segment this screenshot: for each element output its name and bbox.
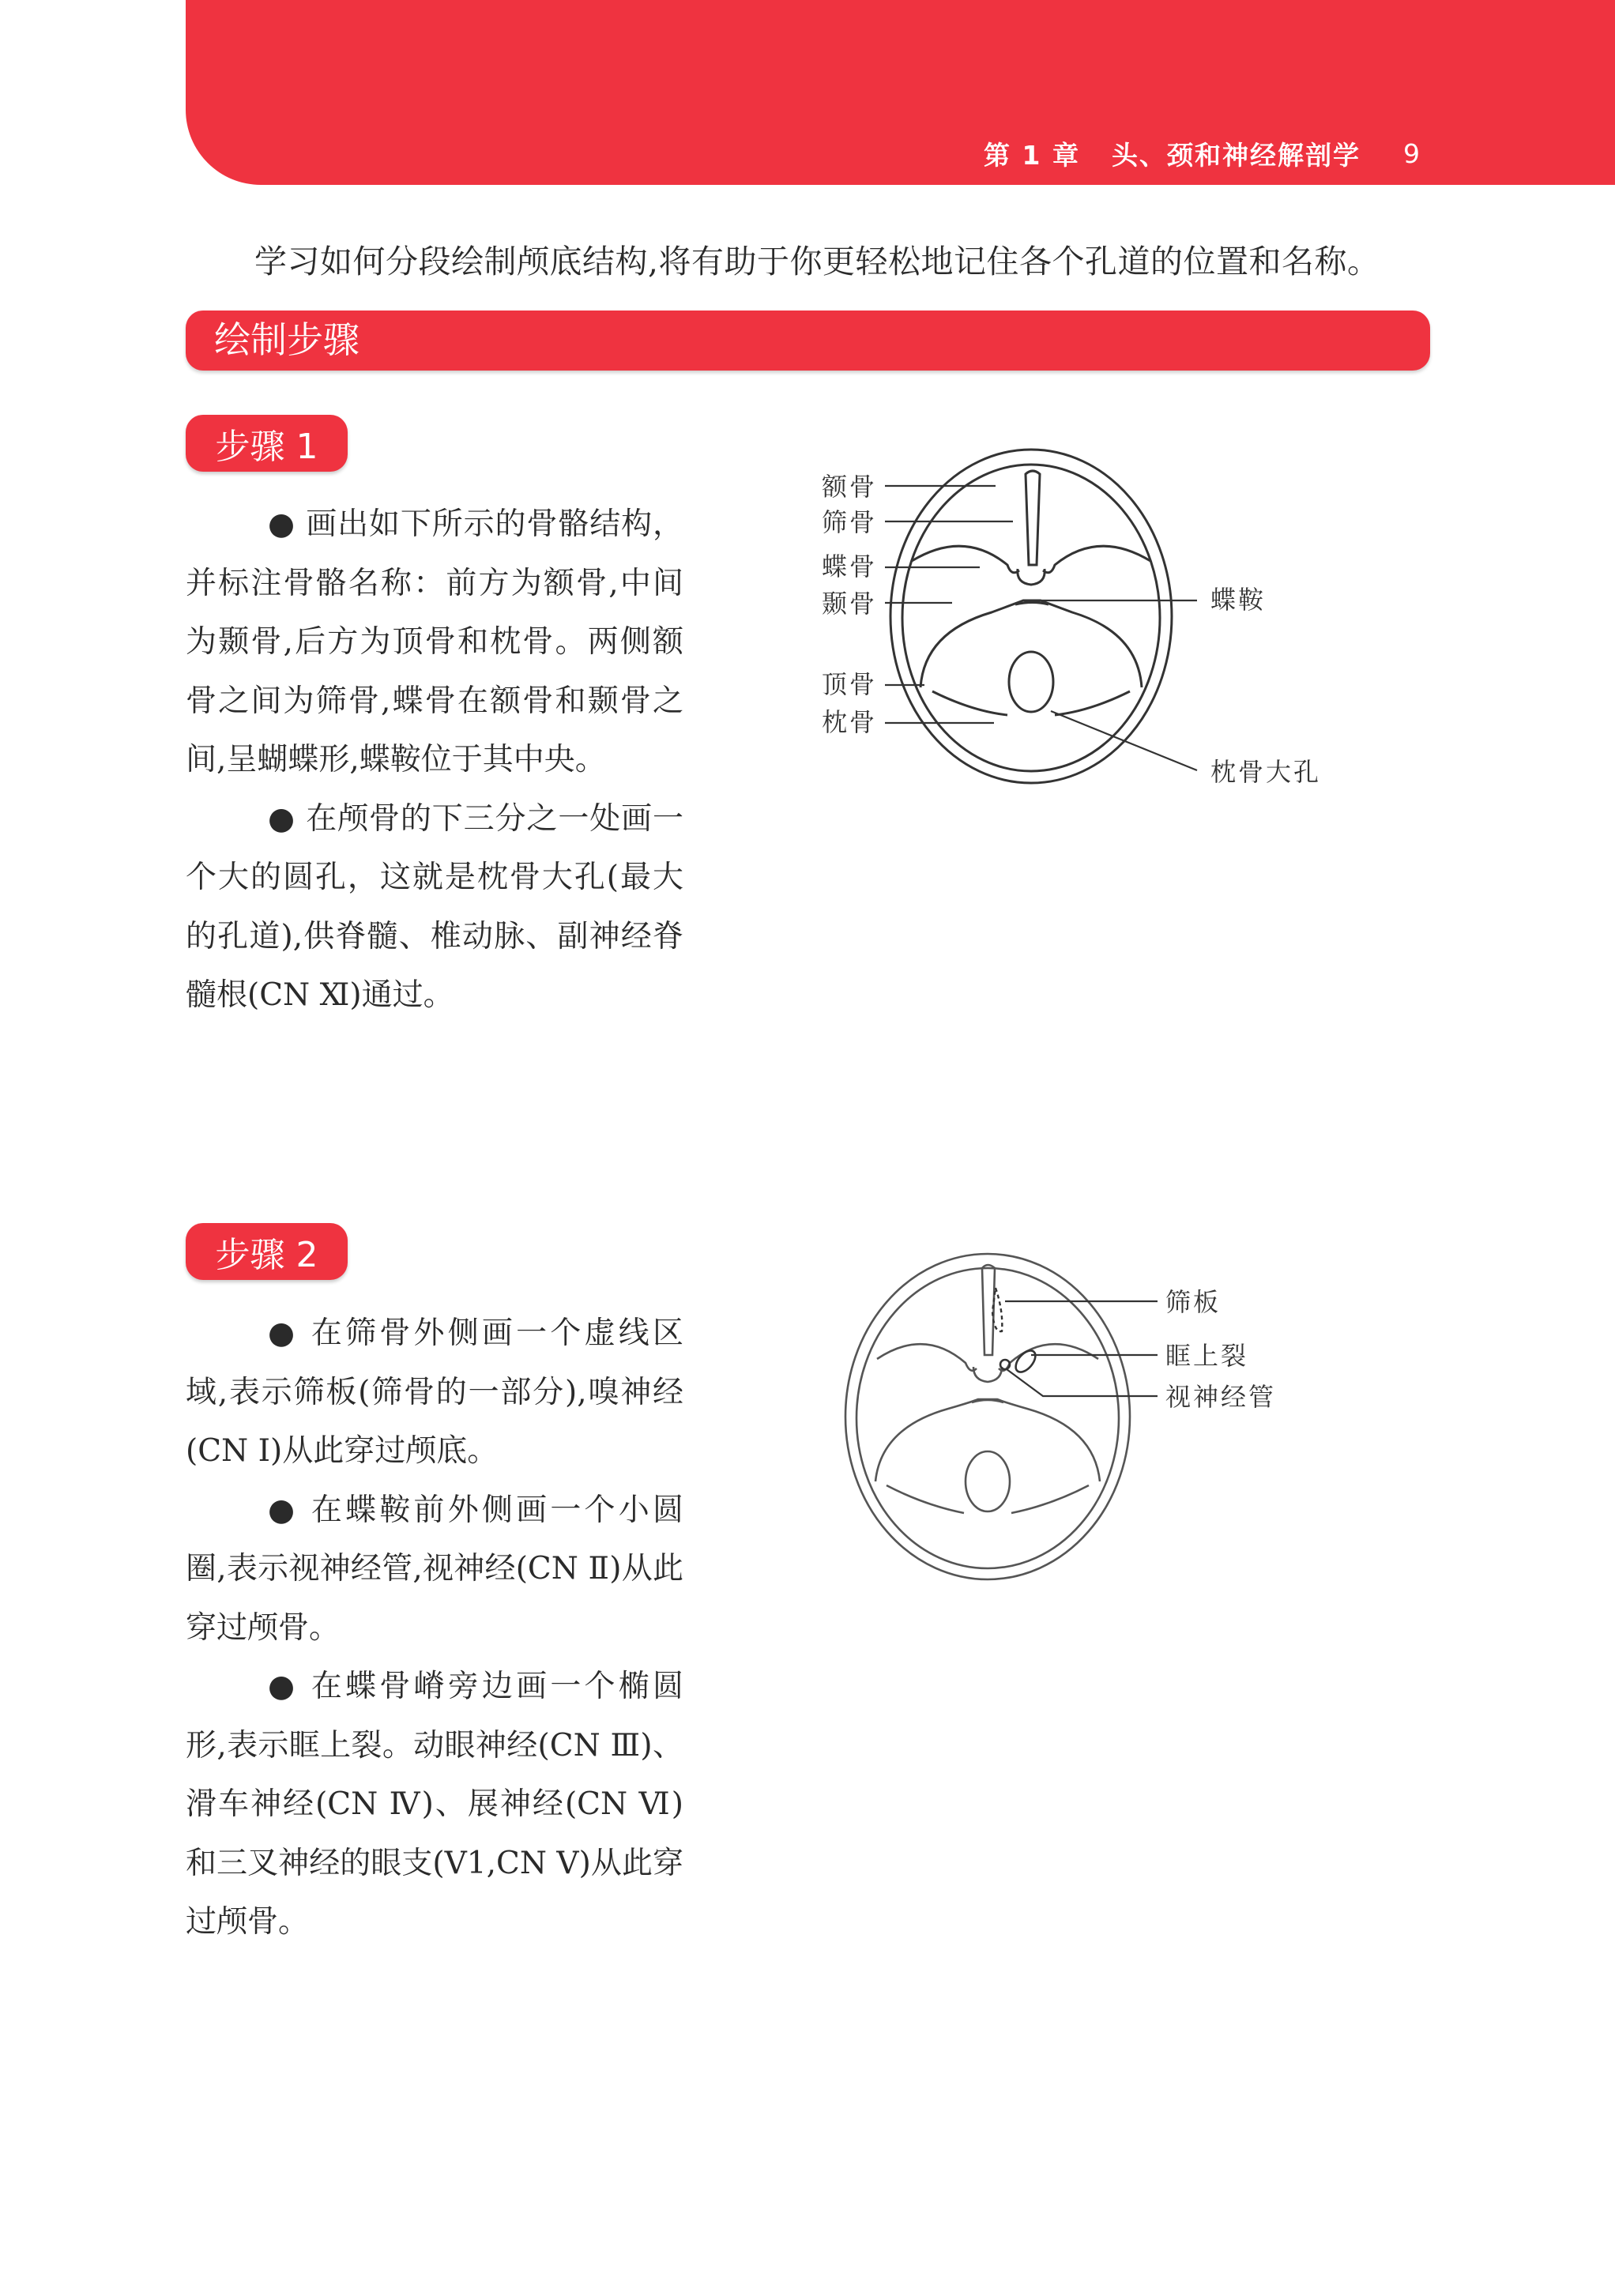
step2-paragraph-3: ● 在蝶骨嵴旁边画一个椭圆形,表示眶上裂。动眼神经(CN Ⅲ)、滑车神经(CN Ⅳ)、展神经(CN Ⅵ) 和三叉神经的眼支(V1,CN Ⅴ)从此穿过颅骨。 [186,1669,683,1940]
label-superior-orbital-fissure: 眶上裂 [1165,1341,1249,1371]
bullet-icon: ● [268,1315,299,1351]
running-head [984,133,1426,174]
skull-inner-outline [902,465,1160,771]
skull-outer-outline [845,1254,1130,1579]
label-frontal: 额骨 [822,472,878,502]
intro-text: 学习如何分段绘制颅底结构,将有助于你更轻松地记住各个孔道的位置和名称。 [254,243,1380,280]
occipital-inner-curve-right [1011,1485,1089,1513]
skull-outer-outline [890,450,1172,783]
sella-outline [973,1367,1002,1382]
frontal-crest [1026,471,1040,565]
occipital-inner-curve [887,1485,964,1513]
sphenoid-right-wing [999,1344,1098,1371]
sphenoid-right-wing [1043,546,1150,573]
bullet-icon: ● [268,1492,299,1528]
chapter-number: 第 1 章 [984,139,1080,171]
occipital-inner-curve-right [1055,691,1130,715]
label-sella: 蝶鞍 [1210,585,1267,615]
bullet-icon: ● [268,1669,299,1704]
label-foramen-magnum: 枕骨大孔 [1210,757,1322,787]
label-optic-canal: 视神经管 [1165,1382,1277,1412]
step2-skull-diagram [838,1244,1327,1608]
sella-outline [1018,569,1045,585]
posterior-fossa-outline [875,1399,1100,1481]
section-title: 绘制步骤 [214,318,360,361]
superior-orbital-fissure [1012,1347,1039,1376]
step2-paragraph-1: ● 在筛骨外侧画一个虚线区域,表示筛板(筛骨的一部分),嗅神经(CN Ⅰ)从此穿过颅底。 [186,1315,683,1469]
page-number: 9 [1402,137,1421,169]
chapter-title: 头、颈和神经解剖学 [1111,139,1361,171]
step2-paragraph-2: ● 在蝶鞍前外侧画一个小圆圈,表示视神经管,视神经(CN Ⅱ)从此穿过颅骨。 [186,1492,683,1646]
step1-paragraph-1: ● 画出如下所示的骨骼结构，并标注骨骼名称：前方为额骨,中间为颞骨,后方为顶骨和枕骨。两侧额骨之间为筛骨,蝶骨在额骨和颞骨之间,呈蝴蝶形,蝶鞍位于其中央。 [186,506,683,777]
step1-label: 步骤 1 [186,415,348,472]
section-banner [186,311,1430,371]
foramen-magnum [1009,652,1053,712]
clivus-line [1015,603,1048,605]
sphenoid-left-wing [877,1344,977,1371]
label-occipital: 枕骨 [822,707,878,737]
clivus-line [972,1400,1003,1402]
bullet-icon: ● [268,800,296,837]
label-cribriform: 筛板 [1165,1287,1222,1317]
label-parietal: 顶骨 [822,669,878,699]
posterior-fossa-outline [920,600,1142,687]
label-sphenoid: 蝶骨 [822,551,878,582]
step1-paragraph-2: ● 在颅骨的下三分之一处画一个大的圆孔，这就是枕骨大孔(最大的孔道),供脊髓、椎动脉、副神经脊髓根(CN Ⅺ)通过。 [186,800,683,1013]
label-ethmoid: 筛骨 [822,507,878,537]
frontal-crest [982,1265,995,1355]
step2-label: 步骤 2 [186,1223,348,1280]
skull-inner-outline [856,1268,1119,1568]
foramen-magnum [966,1451,1010,1511]
label-temporal: 颞骨 [822,589,878,619]
step2-text [186,1304,683,1952]
step1-text [186,495,683,1026]
bullet-icon: ● [268,506,296,542]
occipital-inner-curve [932,691,1007,715]
step1-skull-diagram [806,450,1375,814]
sphenoid-left-wing [912,546,1019,573]
